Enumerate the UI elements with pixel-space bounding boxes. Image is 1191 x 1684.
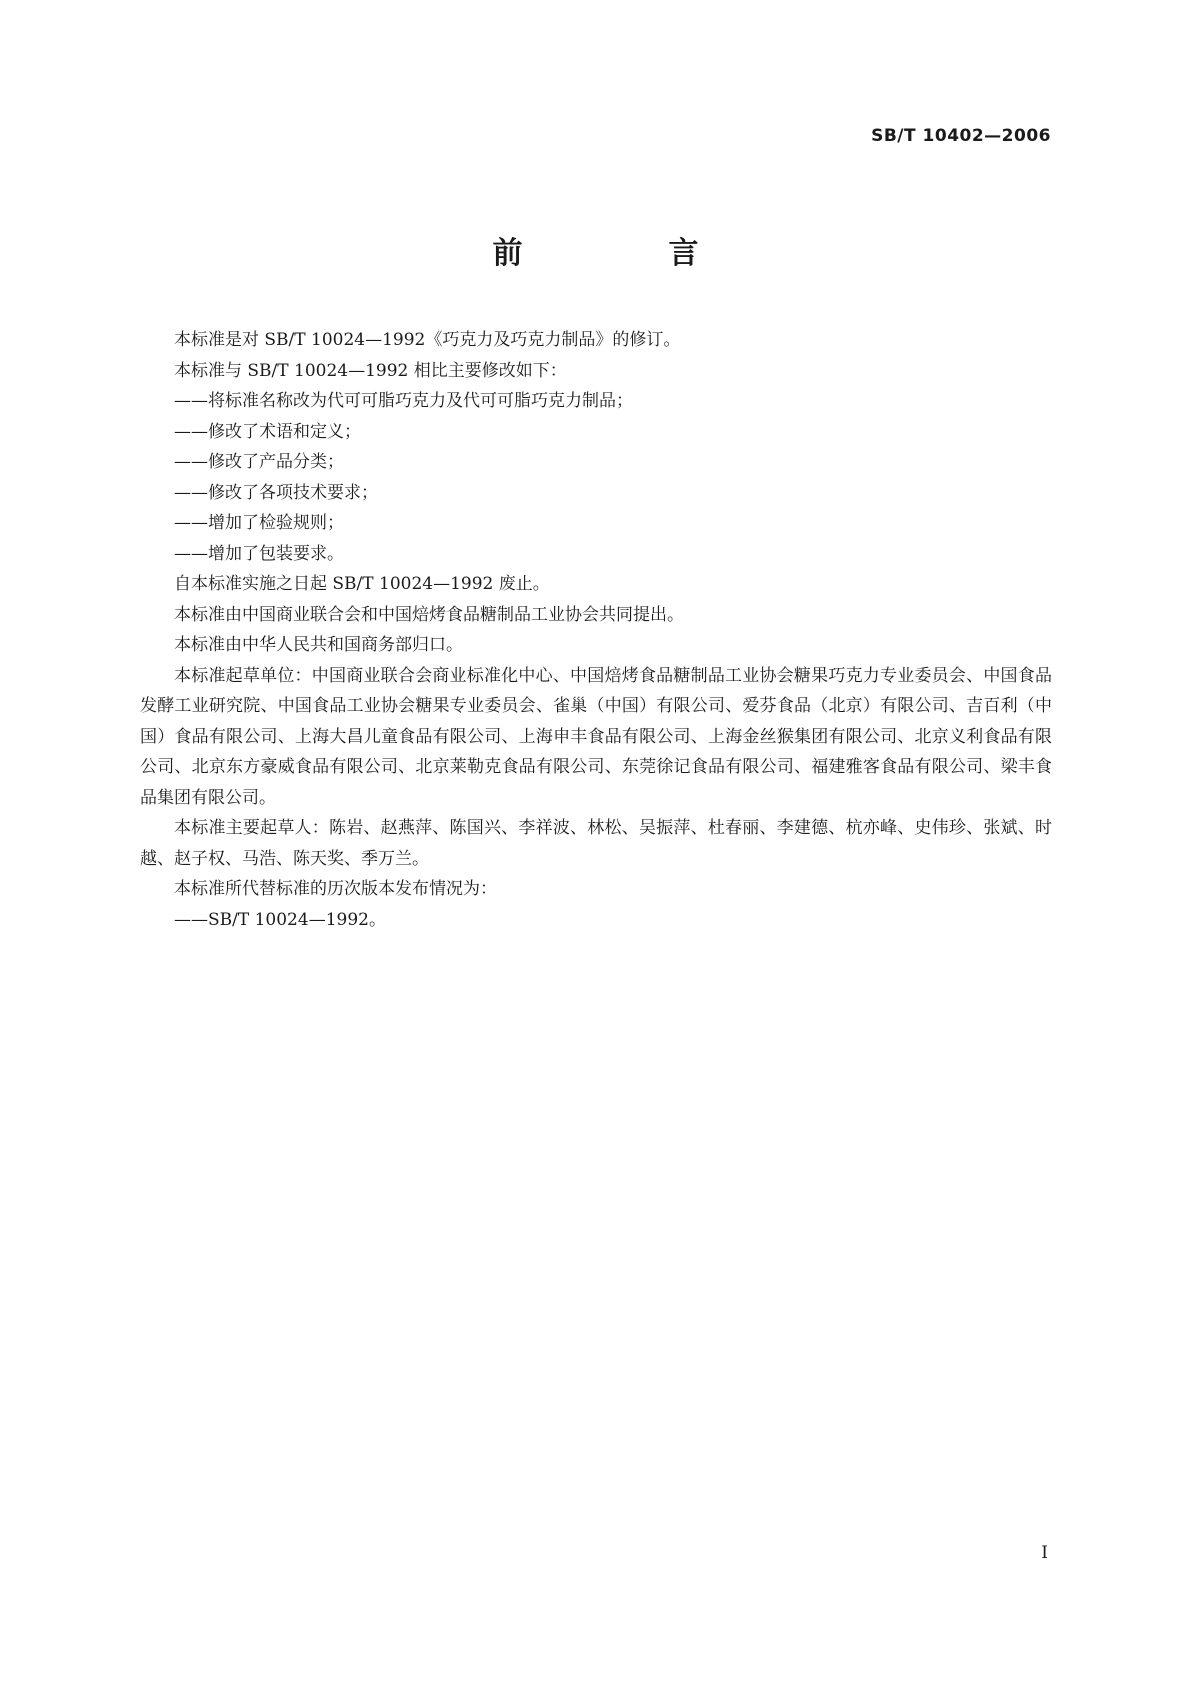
standard-code: SB/T 10402—2006 — [871, 126, 1051, 146]
paragraph-abolish: 自本标准实施之日起 SB/T 10024—1992 废止。 — [174, 574, 550, 594]
paragraph-revision-note: 本标准是对 SB/T 10024—1992《巧克力及巧克力制品》的修订。 — [174, 330, 681, 350]
change-item-packaging: ——增加了包装要求。 — [174, 543, 344, 564]
history-item: ——SB/T 10024—1992。 — [174, 909, 386, 930]
paragraph-changes-intro: 本标准与 SB/T 10024—1992 相比主要修改如下： — [174, 360, 567, 381]
paragraph-drafting-units: 本标准起草单位：中国商业联合会商业标准化中心、中国焙烤食品糖制品工业协会糖果巧克力专业委员会、中国食品发酵工业研究院、中国食品工业协会糖果专业委员会、雀巢（中国）有限公司、爱芬食品（北京）有限公司、吉百利（中国）食品有限公司、上海大昌儿童食品有限公司、上海申丰食品有限公司、上海金丝猴集团有限公司、北京义利食品有限公司、北京东方豪威食品有限公司、北京莱勒克食品有限公司、东莞徐记食品有限公司、福建雅客食品有限公司、梁丰食品集团有限公司。 — [140, 665, 1052, 808]
paragraph-managed-by: 本标准由中华人民共和国商务部归口。 — [174, 635, 463, 655]
page-number: I — [1041, 1543, 1048, 1563]
foreword-body — [140, 325, 1052, 935]
change-item-requirements: ——修改了各项技术要求； — [174, 482, 378, 503]
change-item-inspection: ——增加了检验规则； — [174, 513, 344, 533]
change-item-name: ——将标准名称改为代可可脂巧克力及代可可脂巧克力制品； — [174, 391, 633, 411]
paragraph-drafters: 本标准主要起草人：陈岩、赵燕萍、陈国兴、李祥波、林松、吴振萍、杜春丽、李建德、杭亦峰、史伟珍、张斌、时越、赵子权、马浩、陈天奖、季万兰。 — [140, 818, 1052, 869]
page-title: 前 言 — [492, 236, 757, 271]
change-item-classification: ——修改了产品分类； — [174, 452, 344, 472]
paragraph-proposed-by: 本标准由中国商业联合会和中国焙烤食品糖制品工业协会共同提出。 — [174, 604, 684, 625]
change-item-terms: ——修改了术语和定义； — [174, 421, 361, 442]
paragraph-history-intro: 本标准所代替标准的历次版本发布情况为： — [174, 879, 497, 899]
